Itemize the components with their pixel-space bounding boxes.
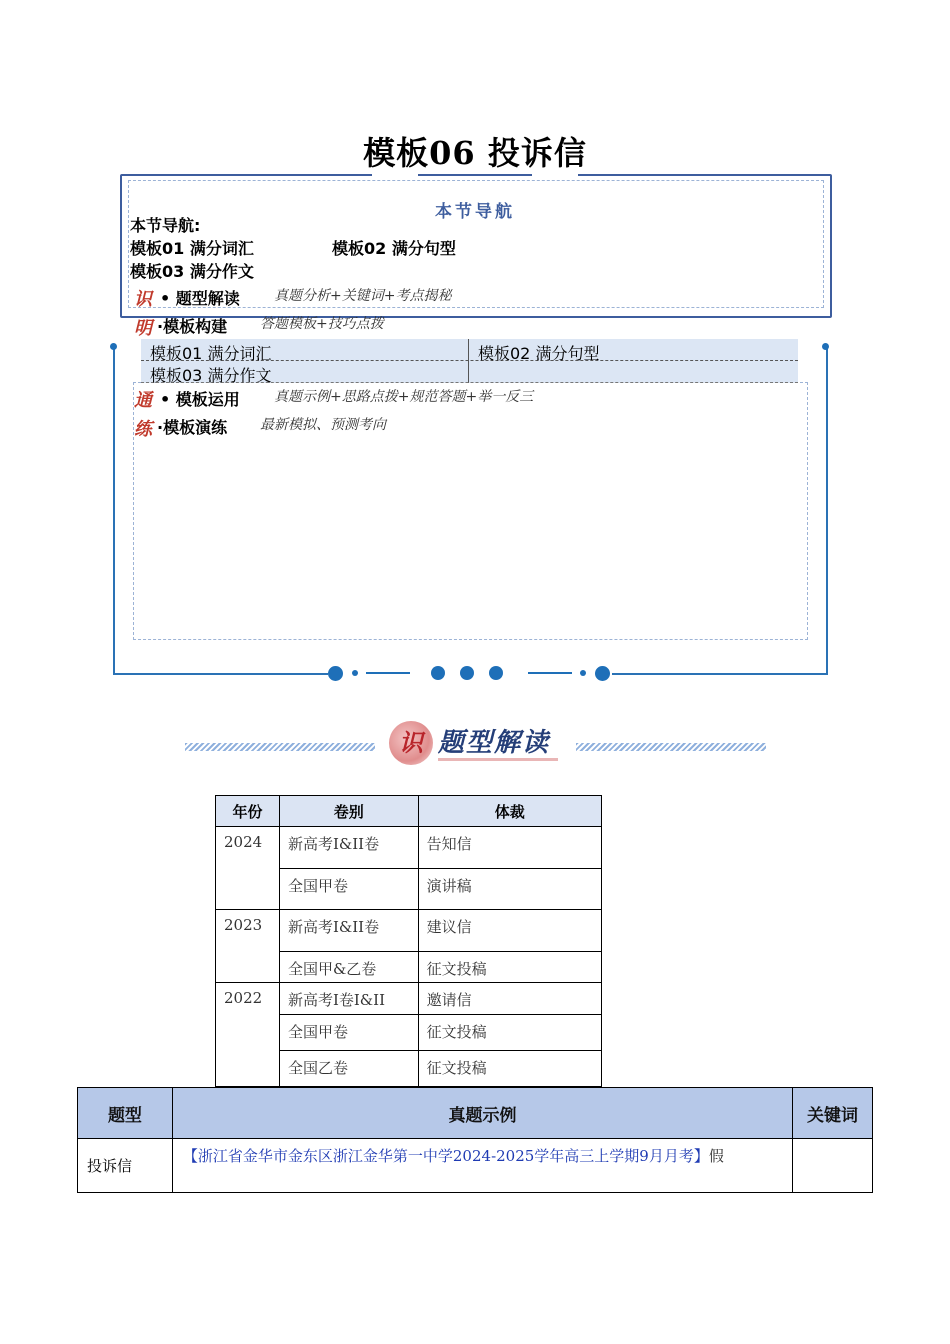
- table-header-row: [78, 1088, 873, 1139]
- page-title: 模板06 投诉信: [363, 134, 587, 172]
- header-cell: 体裁: [418, 796, 601, 827]
- header-cell: 卷别: [279, 796, 418, 827]
- section-char: 通: [134, 390, 152, 411]
- genre-cell: 演讲稿: [418, 869, 601, 910]
- paper-cell: 新高考I&II卷: [279, 827, 418, 869]
- section-char: 识: [134, 289, 152, 310]
- section-char: 明: [134, 318, 152, 339]
- toc-item-template03[interactable]: 模板03 满分作文: [150, 366, 272, 385]
- ornament-line: [366, 672, 410, 674]
- section-title[interactable]: ·模板演练: [157, 418, 228, 437]
- toc-item-template02[interactable]: 模板02 满分句型: [478, 344, 600, 363]
- paper-cell: 全国乙卷: [279, 1051, 418, 1087]
- banner-title: 题型解读: [438, 728, 551, 758]
- nav-link-template03[interactable]: 模板03 满分作文: [130, 262, 254, 281]
- table-row: [216, 983, 602, 1015]
- genre-cell: 建议信: [418, 910, 601, 952]
- nav-label: 本节导航:: [130, 216, 201, 235]
- year-cell: 2022: [216, 983, 280, 1087]
- ornament-line: [528, 672, 572, 674]
- section-title[interactable]: ·模板构建: [157, 317, 228, 336]
- keyword-cell: [793, 1139, 873, 1193]
- type-cell: 投诉信: [78, 1139, 173, 1193]
- frame-line: [113, 673, 328, 675]
- nav-link-template01[interactable]: 模板01 满分词汇: [130, 239, 254, 258]
- frame-line: [826, 348, 828, 674]
- table-row: [216, 910, 602, 952]
- section-char: 练: [134, 419, 152, 440]
- ornament-dot: [595, 666, 610, 681]
- ornament-dot: [489, 666, 503, 680]
- table-row: [216, 827, 602, 869]
- year-table: [215, 795, 602, 1087]
- frame-line: [612, 673, 828, 675]
- header-cell: 关键词: [793, 1088, 873, 1139]
- year-cell: 2024: [216, 827, 280, 910]
- banner-badge-icon: 识: [389, 721, 433, 765]
- ornament-dot: [431, 666, 445, 680]
- genre-cell: 征文投稿: [418, 952, 601, 983]
- section-desc: 最新模拟、预测考向: [260, 417, 386, 433]
- table-header-row: [216, 796, 602, 827]
- genre-cell: 征文投稿: [418, 1051, 601, 1087]
- ornament-dot: [580, 670, 586, 676]
- nav-link-template02[interactable]: 模板02 满分句型: [332, 239, 456, 258]
- table-row: [78, 1139, 873, 1193]
- ornament-dot: [328, 666, 343, 681]
- paper-cell: 全国甲&乙卷: [279, 952, 418, 983]
- header-cell: 真题示例: [172, 1088, 792, 1139]
- toc-item-template01[interactable]: 模板01 满分词汇: [150, 344, 272, 363]
- ornament-dot: [460, 666, 474, 680]
- frame-line: [113, 348, 115, 674]
- nav-heading: 本节导航: [435, 202, 515, 222]
- section-desc: 答题模板+技巧点拨: [260, 316, 384, 332]
- genre-cell: 邀请信: [418, 983, 601, 1015]
- example-table: [77, 1087, 873, 1193]
- section-title[interactable]: • 题型解读: [160, 289, 240, 308]
- genre-cell: 征文投稿: [418, 1015, 601, 1051]
- paper-cell: 新高考I&II卷: [279, 910, 418, 952]
- nav-border-gap: [532, 172, 578, 176]
- banner-underline: [438, 758, 558, 761]
- paper-cell: 全国甲卷: [279, 869, 418, 910]
- paper-cell: 新高考I卷I&II: [279, 983, 418, 1015]
- header-cell: 题型: [78, 1088, 173, 1139]
- banner-hatch-left: [185, 743, 375, 751]
- section-title[interactable]: • 模板运用: [160, 390, 240, 409]
- banner-hatch-right: [576, 743, 766, 751]
- toc-divider: [468, 339, 469, 383]
- example-text: 假: [708, 1147, 724, 1165]
- section-desc: 真题示例+思路点拨+规范答题+举一反三: [274, 389, 534, 405]
- example-cell: [172, 1139, 792, 1193]
- section-desc: 真题分析+关键词+考点揭秘: [274, 288, 452, 304]
- lower-dashed-box: [133, 382, 808, 640]
- nav-border-gap: [372, 172, 418, 176]
- frame-dot: [110, 343, 117, 350]
- example-source: 【浙江省金华市金东区浙江金华第一中学2024-2025学年高三上学期9月月考】: [182, 1147, 709, 1165]
- header-cell: 年份: [216, 796, 280, 827]
- paper-cell: 全国甲卷: [279, 1015, 418, 1051]
- ornament-dot: [352, 670, 358, 676]
- frame-dot: [822, 343, 829, 350]
- genre-cell: 告知信: [418, 827, 601, 869]
- year-cell: 2023: [216, 910, 280, 983]
